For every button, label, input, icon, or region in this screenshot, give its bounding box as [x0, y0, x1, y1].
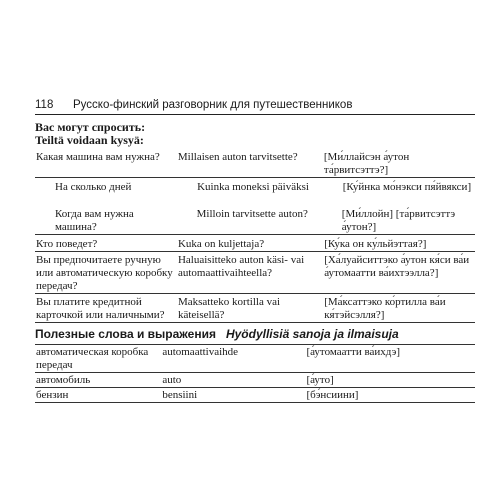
table-row [35, 181, 475, 194]
running-header [35, 98, 475, 112]
phrase-fi: Haluaisitteko auton käsi- vai automaattivaihteella? [177, 254, 305, 279]
vocab-heading [35, 327, 399, 341]
questions-table-sub [35, 181, 475, 194]
phrase-ru: Кто поведет? [36, 238, 98, 250]
phrase-transcription: [Ку́йнка мо́нэкси пя́йвякси] [342, 181, 472, 193]
section-title-fi: Teiltä voidaan kysyä: [35, 133, 144, 147]
phrase-transcription: [Ку́ка он ку́льйэттая?] [324, 238, 427, 250]
word-transcription: [а́уто] [306, 374, 334, 386]
word-ru: бензин [36, 389, 69, 401]
phrase-ru: Вы платите кредитной карточкой или наличными? [36, 296, 165, 321]
word-fi: bensiini [162, 389, 198, 401]
phrase-transcription: [Ха́луайситтэко а́утон кя́си ва́и а́утомаатти ва́ихтээлла?] [324, 254, 470, 279]
phrase-ru: На сколько дней [55, 181, 132, 193]
table-row [35, 151, 475, 178]
phrase-fi: Maksatteko kortilla vai käteisellä? [177, 296, 281, 321]
phrase-fi: Milloin tarvitsette auton? [196, 208, 308, 220]
word-fi: auto [162, 374, 182, 386]
phrase-fi: Kuka on kuljettaja? [177, 238, 265, 250]
table-row [35, 345, 475, 373]
page-number: 118 [35, 99, 54, 111]
phrase-transcription: [Ми́ллайсэн а́утон та́рвитсэттэ?] [323, 151, 410, 176]
questions-table-rest [35, 238, 475, 323]
word-ru: автомобиль [36, 374, 91, 386]
questions-table-sub [35, 208, 475, 235]
table-row [35, 294, 475, 323]
vocab-table [35, 344, 475, 403]
table-row [35, 238, 475, 252]
word-ru: автоматическая коробка передач [36, 346, 149, 371]
word-fi: automaattivaihde [162, 346, 239, 358]
word-transcription: [бэ́нсиини] [306, 389, 359, 401]
table-row [35, 252, 475, 294]
questions-table [35, 151, 475, 178]
vocab-title-fi: Hyödyllisiä sanoja ja ilmaisuja [225, 327, 399, 341]
phrase-ru: Вы предпочитаете ручную или автоматическую коробку передач? [36, 254, 173, 292]
phrase-fi: Kuinka moneksi päiväksi [197, 181, 309, 193]
vocab-title-ru: Полезные слова и выражения [35, 327, 216, 341]
phrase-ru: Какая машина вам нужна? [36, 151, 160, 163]
word-transcription: [а́утомаатти ва́ихдэ] [306, 346, 401, 358]
phrase-ru: Когда вам нужна машина? [55, 208, 134, 233]
table-row [35, 388, 475, 403]
table-row [35, 373, 475, 388]
header-rule [35, 114, 475, 115]
phrase-transcription: [Ми́ллойн] [та́рвитсэттэ а́утон?] [341, 208, 456, 233]
table-row [35, 208, 475, 235]
section-title-ru: Вас могут спросить: [35, 120, 146, 134]
phrase-fi: Millaisen auton tarvitsette? [177, 151, 298, 163]
phrase-transcription: [Ма́ксаттэко ко́ртилла ва́и кя́тэйсэлля?] [324, 296, 446, 321]
running-title: Русско-финский разговорник для путешественников [73, 99, 353, 111]
